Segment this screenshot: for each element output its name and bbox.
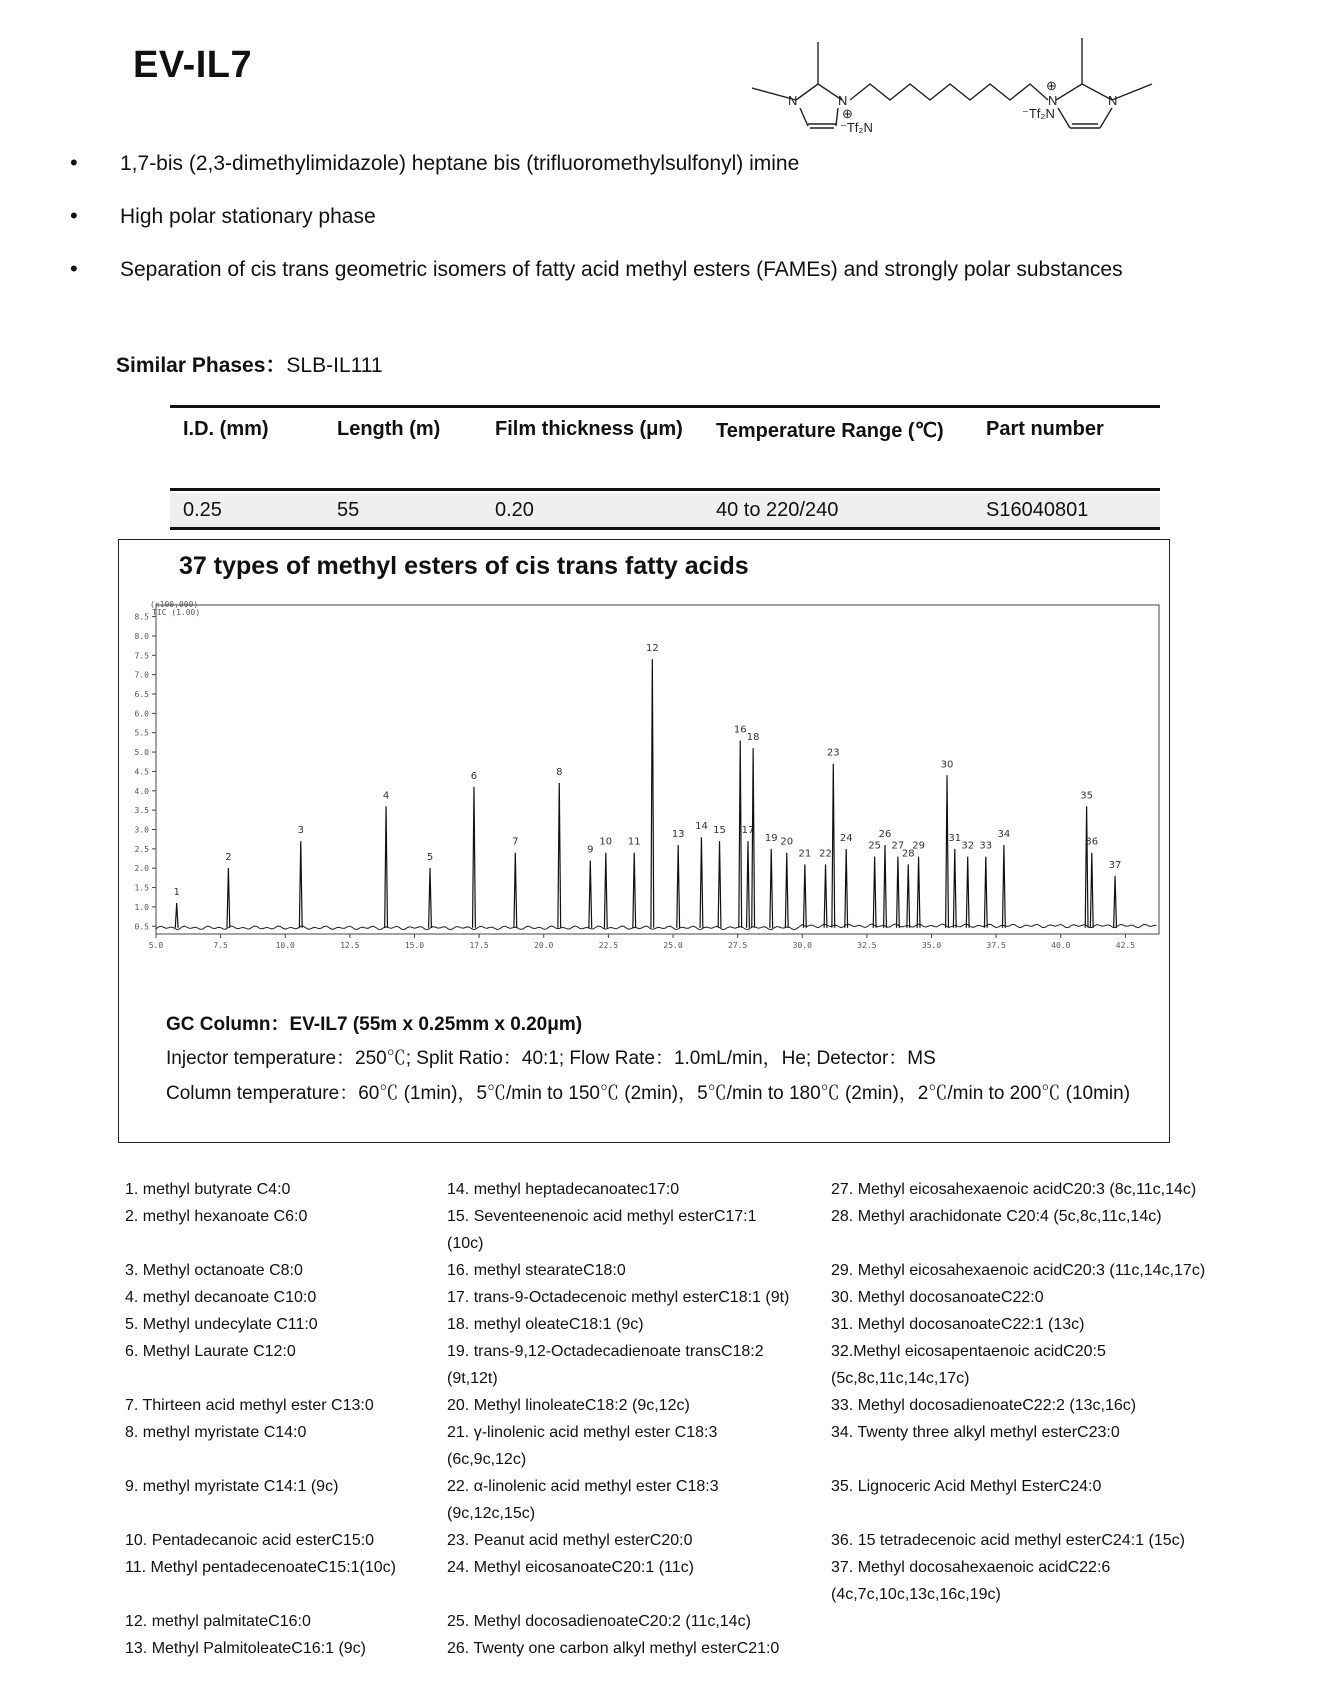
peak-7 (514, 853, 517, 928)
legend-line: 35. Lignoceric Acid Methyl EsterC24:0 (831, 1478, 1102, 1495)
peak-label-1: 1 (173, 887, 180, 899)
peak-label-16: 16 (733, 724, 747, 736)
y-tick-label: 8.0 (134, 631, 149, 641)
legend-line: 2. methyl hexanoate C6:0 (125, 1208, 308, 1225)
similar-phases (116, 349, 383, 379)
legend-line (831, 1500, 1205, 1527)
legend-line: 28. Methyl arachidonate C20:4 (5c,8c,11c,14c) (831, 1208, 1162, 1225)
peak-label-32: 32 (961, 840, 975, 852)
peak-label-6: 6 (470, 770, 478, 782)
peak-label-31: 31 (948, 832, 962, 844)
gc-column: GC Column：EV-IL7 (55m x 0.25mm x 0.20μm) (166, 1014, 583, 1035)
y-tick-label: 7.0 (134, 670, 149, 680)
peak-14 (700, 837, 703, 928)
legend-line: 12. methyl palmitateC16:0 (125, 1613, 311, 1630)
peak-32 (966, 857, 969, 928)
spec-table-header (170, 408, 1160, 491)
counterion-left: ⁻Tf₂N (840, 120, 873, 135)
legend-line: 1. methyl butyrate C4:0 (125, 1181, 291, 1198)
peak-26 (884, 845, 887, 928)
peak-10 (604, 853, 607, 928)
list-item: • Separation of cis trans geometric isomers of fatty acid methyl esters (FAMEs) and strongly polar substances (70, 256, 1123, 281)
peak-legend-col-1 (125, 1176, 396, 1662)
chromatogram-chart (119, 597, 1167, 977)
peak-label-15: 15 (713, 825, 726, 837)
peak-label-23: 23 (826, 747, 840, 759)
x-tick-label: 35.0 (921, 941, 942, 950)
legend-line (125, 1500, 396, 1527)
peak-label-7: 7 (512, 836, 519, 848)
similar-phases-value: SLB-IL111 (286, 354, 383, 377)
legend-line: 36. 15 tetradecenoic acid methyl esterC24:1 (15c) (831, 1532, 1185, 1549)
atom-n-right-1: N (1048, 93, 1058, 108)
table-row (170, 493, 1160, 530)
peak-label-28: 28 (901, 848, 915, 860)
legend-line: 5. Methyl undecylate C11:0 (125, 1316, 318, 1333)
gc-conditions: Injector temperature：250℃; Split Ratio：40:1; Flow Rate：1.0mL/min，He; Detector：MS (166, 1048, 936, 1069)
peak-28 (907, 864, 910, 927)
peak-11 (633, 853, 636, 928)
legend-line: 32.Methyl eicosapentaenoic acidC20:5 (831, 1343, 1106, 1360)
cell-length: 55 (337, 499, 360, 521)
scale-label: (x100,000) (150, 600, 199, 609)
peak-legend-col-3 (831, 1176, 1205, 1608)
y-tick-label: 5.0 (134, 748, 149, 758)
charge-right: ⊕ (1046, 78, 1057, 93)
peak-label-35: 35 (1080, 790, 1093, 802)
peak-23 (832, 764, 835, 928)
peak-label-10: 10 (599, 836, 613, 848)
legend-line: 3. Methyl octanoate C8:0 (125, 1262, 303, 1279)
peak-label-19: 19 (764, 832, 778, 844)
peak-17 (747, 841, 750, 928)
peak-12 (651, 659, 654, 928)
legend-line: 15. Seventeenenoic acid methyl esterC17:1 (447, 1208, 757, 1225)
legend-line: (9c,12c,15c) (447, 1505, 536, 1522)
atom-n-right-2: N (1108, 93, 1118, 108)
list-item: • 1,7-bis (2,3-dimethylimidazole) heptane bis (trifluoromethylsulfonyl) imine (70, 150, 800, 175)
peak-33 (984, 857, 987, 928)
peak-label-29: 29 (912, 840, 925, 852)
plot-frame (156, 605, 1159, 934)
x-tick-label: 30.0 (792, 941, 812, 950)
header-film: Film thickness (μm) (495, 418, 683, 440)
legend-line: 9. methyl myristate C14:1 (9c) (125, 1478, 339, 1495)
legend-line: 14. methyl heptadecanoatec17:0 (447, 1181, 680, 1198)
peak-label-20: 20 (780, 836, 794, 848)
peak-24 (845, 849, 848, 928)
charge-left: ⊕ (842, 106, 853, 121)
x-tick-label: 10.0 (275, 941, 295, 950)
x-tick-label: 17.5 (469, 941, 489, 950)
x-tick-label: 22.5 (598, 941, 619, 950)
peak-label-17: 17 (741, 825, 755, 837)
peak-label-4: 4 (382, 790, 390, 802)
peak-13 (677, 845, 680, 928)
peak-label-30: 30 (940, 759, 954, 771)
peak-20 (785, 853, 788, 928)
y-tick-label: 6.5 (134, 690, 149, 700)
atom-n-left-1: N (788, 93, 798, 108)
peak-9 (589, 860, 592, 927)
legend-line: 17. trans-9-Octadecenoic methyl esterC18:1 (9t) (447, 1289, 790, 1306)
cell-temp: 40 to 220/240 (716, 499, 839, 521)
legend-line: (10c) (447, 1235, 484, 1252)
peak-8 (558, 783, 561, 928)
atom-n-left-2: N (838, 93, 848, 108)
feature-list (70, 148, 1300, 307)
y-tick-label: 2.0 (134, 864, 149, 874)
legend-line: 24. Methyl eicosanoateC20:1 (11c) (447, 1559, 694, 1576)
legend-line: 13. Methyl PalmitoleateC16:1 (9c) (125, 1640, 366, 1657)
y-tick-label: 0.5 (134, 922, 149, 932)
peak-37 (1114, 876, 1117, 928)
legend-line (831, 1230, 1205, 1257)
peak-22 (824, 864, 827, 927)
y-tick-label: 1.0 (134, 902, 149, 912)
header-length: Length (m) (337, 418, 441, 440)
peak-25 (873, 857, 876, 928)
y-tick-label: 7.5 (134, 651, 149, 661)
x-tick-label: 40.0 (1051, 941, 1071, 950)
header-temp: Temperature Range (℃) (716, 420, 944, 442)
y-tick-label: 4.5 (134, 767, 149, 777)
x-tick-label: 27.5 (728, 941, 748, 950)
peak-34 (1002, 845, 1005, 928)
peak-label-24: 24 (839, 832, 853, 844)
molecular-structure (752, 28, 1182, 138)
x-tick-label: 12.5 (340, 941, 360, 950)
peak-29 (917, 857, 920, 928)
y-tick-label: 2.5 (134, 844, 149, 854)
peak-label-12: 12 (645, 643, 659, 655)
legend-line: 4. methyl decanoate C10:0 (125, 1289, 317, 1306)
counterion-right: ⁻Tf₂N (1022, 106, 1055, 121)
legend-line: 34. Twenty three alkyl methyl esterC23:0 (831, 1424, 1120, 1441)
x-tick-label: 5.0 (148, 941, 164, 950)
baseline-trace (156, 924, 1156, 930)
peak-label-18: 18 (746, 732, 760, 744)
peak-15 (718, 841, 721, 928)
header-part: Part number (986, 418, 1104, 440)
legend-line: 19. trans-9,12-Octadecadienoate transC18:2 (447, 1343, 764, 1360)
peak-label-2: 2 (225, 852, 232, 864)
peak-label-21: 21 (798, 848, 812, 860)
peak-label-14: 14 (695, 821, 708, 833)
y-tick-label: 3.5 (134, 806, 149, 816)
x-tick-label: 32.5 (857, 941, 877, 950)
legend-line: 37. Methyl docosahexaenoic acidC22:6 (831, 1559, 1111, 1576)
spec-table (170, 405, 1160, 530)
chromatogram-panel (118, 539, 1170, 1143)
legend-line: (9t,12t) (447, 1370, 498, 1387)
peak-label-33: 33 (979, 840, 993, 852)
peak-label-11: 11 (627, 836, 641, 848)
y-tick-label: 5.5 (134, 728, 149, 738)
list-item: • High polar stationary phase (70, 203, 376, 228)
peak-30 (946, 775, 949, 928)
legend-line (125, 1230, 396, 1257)
legend-line (125, 1365, 396, 1392)
x-tick-label: 37.5 (986, 941, 1006, 950)
peak-legend-col-2 (447, 1176, 789, 1662)
x-tick-label: 20.0 (534, 941, 554, 950)
peak-5 (429, 868, 432, 928)
peak-label-25: 25 (868, 840, 882, 852)
peak-label-37: 37 (1108, 859, 1122, 871)
legend-line: 10. Pentadecanoic acid esterC15:0 (125, 1532, 375, 1549)
peak-2 (227, 868, 230, 928)
peak-36 (1090, 853, 1093, 928)
legend-line: (6c,9c,12c) (447, 1451, 527, 1468)
gc-oven-program: Column temperature：60℃ (1min)，5℃/min to 150℃ (2min)，5℃/min to 180℃ (2min)，2℃/min to 200℃ (10min) (166, 1083, 1131, 1104)
peak-label-34: 34 (997, 828, 1011, 840)
y-tick-label: 3.0 (134, 825, 149, 835)
legend-line: (5c,8c,11c,14c,17c) (831, 1370, 970, 1387)
legend-line: 18. methyl oleateC18:1 (9c) (447, 1316, 644, 1333)
similar-phases-label: Similar Phases： (116, 354, 287, 377)
legend-line: 16. methyl stearateC18:0 (447, 1262, 626, 1279)
y-tick-label: 6.0 (134, 709, 149, 719)
legend-line: 22. α-linolenic acid methyl ester C18:3 (447, 1478, 719, 1495)
chart-title: 37 types of methyl esters of cis trans fatty acids (179, 552, 749, 580)
peak-label-22: 22 (819, 848, 832, 860)
x-tick-label: 42.5 (1115, 941, 1136, 950)
cell-id: 0.25 (183, 499, 222, 521)
legend-line: 11. Methyl pentadecenoateC15:1(10c) (125, 1559, 396, 1576)
peak-label-13: 13 (671, 828, 685, 840)
y-tick-label: 4.0 (134, 786, 149, 796)
peak-label-8: 8 (556, 767, 563, 779)
cell-part: S16040801 (986, 499, 1089, 521)
y-tick-label: 8.5 (134, 612, 149, 622)
peak-label-26: 26 (878, 828, 892, 840)
legend-line: 29. Methyl eicosahexaenoic acidC20:3 (11c,14c,17c) (831, 1262, 1206, 1279)
header-id: I.D. (mm) (183, 418, 269, 440)
legend-line: (4c,7c,10c,13c,16c,19c) (831, 1586, 1001, 1603)
peak-1 (175, 903, 178, 928)
peak-4 (385, 806, 388, 928)
peak-label-5: 5 (426, 852, 434, 864)
x-tick-label: 7.5 (213, 941, 228, 950)
legend-line: 20. Methyl linoleateC18:2 (9c,12c) (447, 1397, 690, 1414)
legend-line: 23. Peanut acid methyl esterC20:0 (447, 1532, 693, 1549)
trace-label: TIC (1.00) (152, 608, 201, 617)
x-tick-label: 25.0 (663, 941, 683, 950)
peak-label-27: 27 (891, 840, 905, 852)
peak-35 (1085, 806, 1088, 928)
legend-line (125, 1581, 396, 1608)
legend-line: 8. methyl myristate C14:0 (125, 1424, 307, 1441)
legend-line: 7. Thirteen acid methyl ester C13:0 (125, 1397, 374, 1414)
page-title: EV-IL7 (133, 44, 253, 86)
legend-line: 6. Methyl Laurate C12:0 (125, 1343, 296, 1360)
y-tick-label: 1.5 (134, 883, 149, 893)
legend-line: 30. Methyl docosanoateC22:0 (831, 1289, 1044, 1306)
peak-18 (752, 748, 755, 928)
peak-27 (897, 857, 900, 928)
legend-line: 21. γ-linolenic acid methyl ester C18:3 (447, 1424, 718, 1441)
legend-line: 25. Methyl docosadienoateC20:2 (11c,14c) (447, 1613, 751, 1630)
peak-label-36: 36 (1085, 836, 1099, 848)
cell-film: 0.20 (495, 499, 534, 521)
legend-line: 26. Twenty one carbon alkyl methyl esterC21:0 (447, 1640, 780, 1657)
peak-31 (953, 849, 956, 928)
legend-line: 31. Methyl docosanoateC22:1 (13c) (831, 1316, 1085, 1333)
peak-6 (473, 787, 476, 928)
peak-label-3: 3 (297, 825, 304, 837)
peak-3 (299, 841, 302, 928)
legend-line (125, 1446, 396, 1473)
peak-21 (803, 864, 806, 927)
peak-label-9: 9 (587, 844, 594, 856)
legend-line: 33. Methyl docosadienoateC22:2 (13c,16c) (831, 1397, 1137, 1414)
peak-19 (770, 849, 773, 928)
legend-line (831, 1446, 1205, 1473)
legend-line: 27. Methyl eicosahexaenoic acidC20:3 (8c,11c,14c) (831, 1181, 1197, 1198)
legend-line (447, 1581, 789, 1608)
x-tick-label: 15.0 (404, 941, 425, 950)
